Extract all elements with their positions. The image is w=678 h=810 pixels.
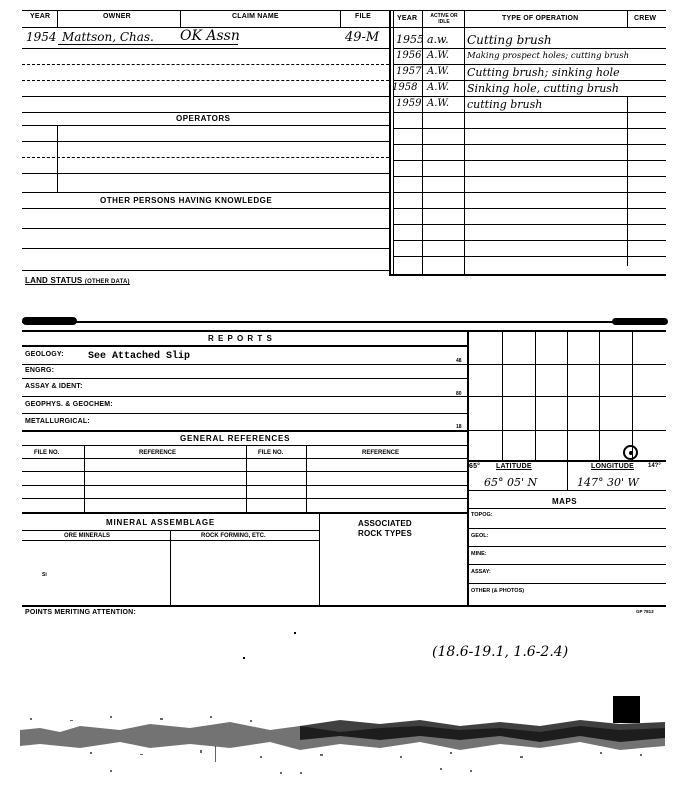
header-active-or-idle: ACTIVE OR IDLE bbox=[430, 13, 458, 25]
header-year-ops: YEAR bbox=[397, 15, 418, 22]
op-status: A.W. bbox=[427, 66, 450, 77]
owner-name: Mattson, Chas. bbox=[62, 30, 154, 44]
assay-label: ASSAY & IDENT: bbox=[25, 383, 83, 390]
land-status-label bbox=[25, 276, 130, 285]
op-year: 1956 bbox=[396, 50, 422, 61]
header-claim-name: CLAIM NAME bbox=[232, 13, 279, 20]
land-status-sub: (OTHER DATA) bbox=[84, 279, 130, 285]
op-status: A.W. bbox=[427, 82, 450, 93]
metallurgical-num: 18 bbox=[456, 424, 462, 430]
op-operation: cutting brush bbox=[467, 98, 543, 111]
owner-year: 1954 bbox=[26, 30, 57, 44]
header-owner: OWNER bbox=[103, 13, 131, 20]
header-crew: CREW bbox=[634, 15, 657, 22]
op-operation: Cutting brush; sinking hole bbox=[467, 66, 620, 79]
maps-other: OTHER (& PHOTOS) bbox=[471, 588, 525, 594]
longitude-label: LONGITUDE bbox=[591, 463, 635, 470]
associated-label-1: ASSOCIATED bbox=[358, 519, 412, 528]
longitude-deg: 14?° bbox=[648, 463, 661, 469]
ref-reference-1: REFERENCE bbox=[139, 450, 177, 456]
maps-geol: GEOL: bbox=[471, 533, 489, 539]
file-value: 49-M bbox=[345, 30, 380, 45]
maps-assay: ASSAY: bbox=[471, 569, 491, 575]
op-status: A.W. bbox=[427, 50, 450, 61]
associated-label-2: ROCK TYPES bbox=[358, 529, 413, 538]
claim-name-value: OK Assn bbox=[180, 28, 240, 44]
general-references-title: GENERAL REFERENCES bbox=[180, 434, 291, 443]
latitude-value: 65° 05' N bbox=[484, 476, 538, 489]
circle-marker-icon bbox=[623, 445, 638, 460]
maps-topog: TOPOG: bbox=[471, 512, 493, 518]
maps-mine: MINE: bbox=[471, 551, 487, 557]
op-operation: Sinking hole, cutting brush bbox=[467, 82, 620, 95]
rock-forming-label: ROCK FORMING, ETC. bbox=[201, 533, 266, 539]
ref-file-no-2: FILE NO. bbox=[258, 450, 284, 456]
other-persons-label: OTHER PERSONS HAVING KNOWLEDGE bbox=[100, 196, 273, 205]
op-year: 1957 bbox=[396, 66, 422, 77]
metallurgical-label: METALLURGICAL: bbox=[25, 418, 90, 425]
engrg-label: ENGRG: bbox=[25, 367, 55, 374]
reports-title: R E P O R T S bbox=[208, 334, 273, 343]
geophys-label: GEOPHYS. & GEOCHEM: bbox=[25, 401, 113, 408]
land-status-title: LAND STATUS bbox=[25, 276, 83, 285]
header-file: FILE bbox=[355, 13, 371, 20]
longitude-value: 147° 30' W bbox=[577, 476, 639, 489]
ref-file-no-1: FILE NO. bbox=[34, 450, 60, 456]
op-year: 1958 bbox=[392, 82, 418, 93]
header-type-of-operation: TYPE OF OPERATION bbox=[502, 15, 579, 22]
mineral-assemblage-title: MINERAL ASSEMBLAGE bbox=[106, 518, 216, 527]
geology-value: See Attached Slip bbox=[88, 351, 191, 362]
coordinates-note: (18.6-19.1, 1.6-2.4) bbox=[432, 644, 569, 660]
operators-label: OPERATORS bbox=[176, 114, 231, 123]
geology-num: 48 bbox=[456, 358, 462, 364]
form-code: GP 7813 bbox=[636, 609, 654, 614]
op-operation: Cutting brush bbox=[467, 33, 552, 47]
header-year: YEAR bbox=[30, 13, 51, 20]
latitude-label: LATITUDE bbox=[496, 463, 532, 470]
assay-num: 80 bbox=[456, 391, 462, 397]
ref-reference-2: REFERENCE bbox=[362, 450, 400, 456]
points-meriting-attention: POINTS MERITING ATTENTION: bbox=[25, 609, 136, 616]
op-operation: Making prospect holes; cutting brush bbox=[467, 51, 630, 61]
ore-minerals-label: ORE MINERALS bbox=[64, 533, 111, 539]
op-year: 1959 bbox=[396, 98, 422, 109]
maps-title: MAPS bbox=[552, 497, 578, 506]
op-status: A.W. bbox=[427, 98, 450, 109]
op-year: 1955 bbox=[396, 33, 424, 46]
mineral-mark: Si bbox=[42, 572, 47, 578]
geology-label: GEOLOGY: bbox=[25, 351, 64, 358]
latitude-deg: 65° bbox=[469, 463, 481, 470]
op-status: a.w. bbox=[427, 33, 449, 46]
